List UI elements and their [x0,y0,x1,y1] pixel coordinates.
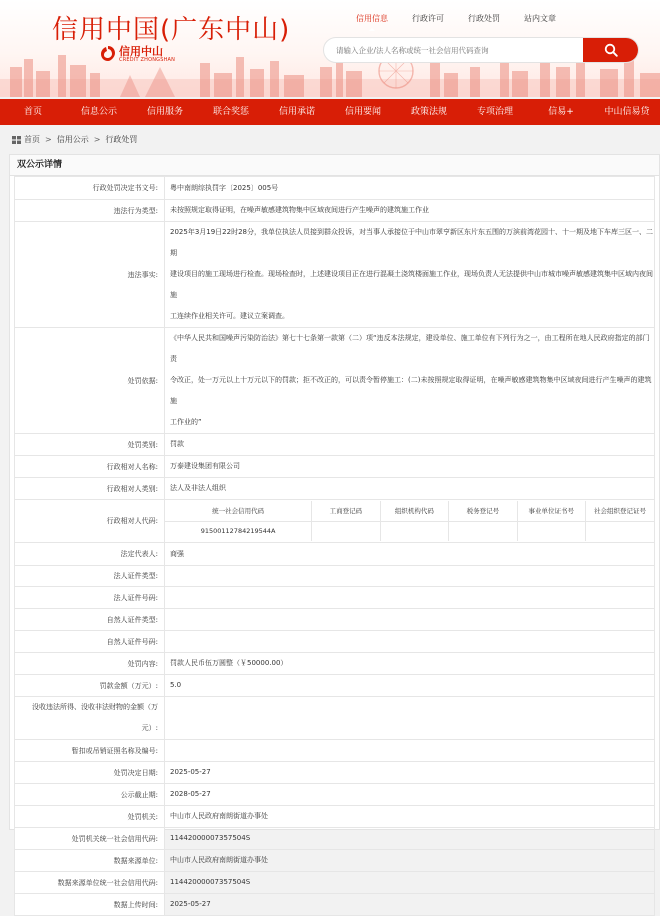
field-value [165,566,655,587]
table-row [15,697,655,740]
nav-xinyi-plus[interactable]: 信易+ [548,107,574,117]
field-value: 中山市人民政府南朗街道办事处 [165,850,655,872]
table-row [15,675,655,697]
field-label: 违法行为类型: [15,200,165,222]
logo-subtext: CREDIT ZHONGSHAN [119,57,176,63]
nav-zhongshan-loan[interactable]: 中山信易贷 [604,107,650,117]
search-category-tabs [344,13,568,24]
column-header: 统一社会信用代码 [165,501,312,521]
field-value: 万泰建设集团有限公司 [165,456,655,478]
field-label: 自然人证件类型: [15,609,165,631]
table-row [15,631,655,653]
field-value: 2028-05-27 [165,784,655,806]
field-value [165,631,655,653]
table-row [15,850,655,872]
field-value: 罚款人民币伍万圆整（￥50000.00） [165,653,655,675]
site-header [0,0,660,97]
table-row [15,543,655,566]
nav-credit-service[interactable]: 信用服务 [146,107,183,117]
field-label: 数据上传时间: [15,894,165,916]
column-header: 事业单位证书号 [517,501,585,521]
field-value: 11442000007357504S [165,872,655,894]
table-cell [586,521,655,541]
field-label: 行政相对人类别: [15,478,165,500]
table-row [15,784,655,806]
table-row [15,456,655,478]
field-label: 公示截止期: [15,784,165,806]
table-row [15,894,655,916]
nav-policy[interactable]: 政策法规 [410,107,447,117]
chevron-right-icon: > [45,135,52,144]
site-logo[interactable] [100,43,190,65]
field-value: 未按照规定取得证明，在噪声敏感建筑物集中区域夜间进行产生噪声的建筑施工作业 [165,200,655,222]
breadcrumb-home[interactable]: 首页 [24,135,40,144]
field-value: 中山市人民政府南朗街道办事处 [165,806,655,828]
field-label: 处罚决定日期: [15,762,165,784]
table-row [15,740,655,762]
field-value [165,740,655,762]
panel-title: 双公示详情 [10,155,659,176]
field-value [165,222,655,328]
label-line: 没收违法所得、没收非法财物的金额（万 [32,703,158,711]
search-button[interactable] [583,38,638,62]
breadcrumb-admin-penalty[interactable]: 行政处罚 [105,135,138,144]
field-label: 罚款金额（万元）: [15,675,165,697]
column-header: 工商登记码 [312,501,380,521]
breadcrumb-credit-public[interactable]: 信用公示 [56,135,89,144]
field-label: 行政处罚决定书文号: [15,177,165,200]
text-line: 令改正，处一万元以上十万元以下的罚款；拒不改正的，可以责令暂停施工：(二)未按照规定取得证明，在噪声敏感建筑物集中区域夜间进行产生噪声的建筑施 [170,376,652,405]
nav-credit-commitment[interactable]: 信用承诺 [278,107,315,117]
field-label: 处罚内容: [15,653,165,675]
field-label: 行政相对人名称: [15,456,165,478]
table-row [15,177,655,200]
table-row [15,653,655,675]
field-label: 自然人证件号码: [15,631,165,653]
detail-panel [9,154,660,909]
column-header: 组织机构代码 [380,501,448,521]
table-row [15,200,655,222]
field-value [165,328,655,434]
tab-admin-license[interactable]: 行政许可 [412,14,444,23]
table-row [15,478,655,500]
table-cell [312,521,380,541]
table-row [15,828,655,850]
field-label: 处罚依据: [15,328,165,434]
field-value [165,609,655,631]
tab-admin-penalty[interactable]: 行政处罚 [468,14,500,23]
field-value: 罚款 [165,434,655,456]
table-row [15,328,655,434]
field-value: 2025-05-27 [165,762,655,784]
text-line: 工连续作业相关许可。建议立案调查。 [170,312,289,320]
nav-special-governance[interactable]: 专项治理 [476,107,513,117]
field-label: 处罚类别: [15,434,165,456]
breadcrumb [12,134,137,145]
field-label: 暂扣或吊销证照名称及编号: [15,740,165,762]
field-label: 数据来源单位: [15,850,165,872]
field-label: 法人证件类型: [15,566,165,587]
text-line: 建设项目的施工现场进行检查。现场检查时，上述建设项目正在进行混凝土浇筑楼面施工作业，现场负责人无法提供中山市城市噪声敏感建筑集中区域内夜间施 [170,270,653,299]
table-cell [380,521,448,541]
field-label: 处罚机关统一社会信用代码: [15,828,165,850]
nav-joint-reward-punish[interactable]: 联合奖惩 [212,107,249,117]
tab-credit-info[interactable]: 信用信息 [344,13,400,24]
detail-table [14,176,655,916]
field-value: 粤中南朗综执罚字〔2025〕005号 [165,177,655,200]
table-row [15,609,655,631]
field-label: 违法事实: [15,222,165,328]
column-header: 社会组织登记证号 [586,501,655,521]
credit-code-value: 91500112784219544A [165,521,312,541]
site-title: 信用中国(广东中山) [52,15,291,45]
nav-home[interactable]: 首页 [23,107,42,117]
field-value: 11442000007357504S [165,828,655,850]
field-value [165,587,655,609]
field-value: 法人及非法人组织 [165,478,655,500]
table-row [15,566,655,587]
text-line: 《中华人民共和国噪声污染防治法》第七十七条第一款第（二）项“违反本法规定，建设单位、施工单位有下列行为之一，由工程所在地人民政府指定的部门责 [170,334,650,363]
table-row [15,806,655,828]
search-input[interactable] [324,38,582,62]
table-row [15,222,655,328]
search-icon [604,43,618,57]
field-value: 2025-05-27 [165,894,655,916]
field-value: 5.0 [165,675,655,697]
field-label: 数据来源单位统一社会信用代码: [15,872,165,894]
text-line: 工作业的” [170,418,202,426]
table-row [15,500,655,543]
nav-info-public[interactable]: 信息公示 [80,107,117,117]
table-row [15,762,655,784]
field-label: 处罚机关: [15,806,165,828]
field-value: 商强 [165,543,655,566]
tab-site-articles[interactable]: 站内文章 [524,14,556,23]
field-label [15,697,165,740]
field-label: 法定代表人: [15,543,165,566]
logo-emblem-icon [100,45,116,62]
table-row [15,872,655,894]
label-line: 元）: [141,724,158,732]
search-bar [323,37,639,63]
column-header: 税务登记号 [449,501,517,521]
main-nav [0,99,660,125]
table-row [15,434,655,456]
nav-credit-news[interactable]: 信用要闻 [344,107,381,117]
breadcrumb-grid-icon [12,136,21,144]
code-subtable [165,501,654,541]
logo-text: 信用中山 [119,45,163,58]
chevron-right-icon: > [93,135,101,144]
code-cell [165,500,655,543]
table-row [15,587,655,609]
table-cell [449,521,517,541]
text-line: 2025年3月19日22时28分，我单位执法人员接到群众投诉，对当事人承接位于中山市翠亨新区东片东五围的万滨前湾花园十、十一期及地下车库三区一、二期 [170,228,653,257]
field-label: 行政相对人代码: [15,500,165,543]
table-cell [517,521,585,541]
field-value [165,697,655,740]
field-label: 法人证件号码: [15,587,165,609]
